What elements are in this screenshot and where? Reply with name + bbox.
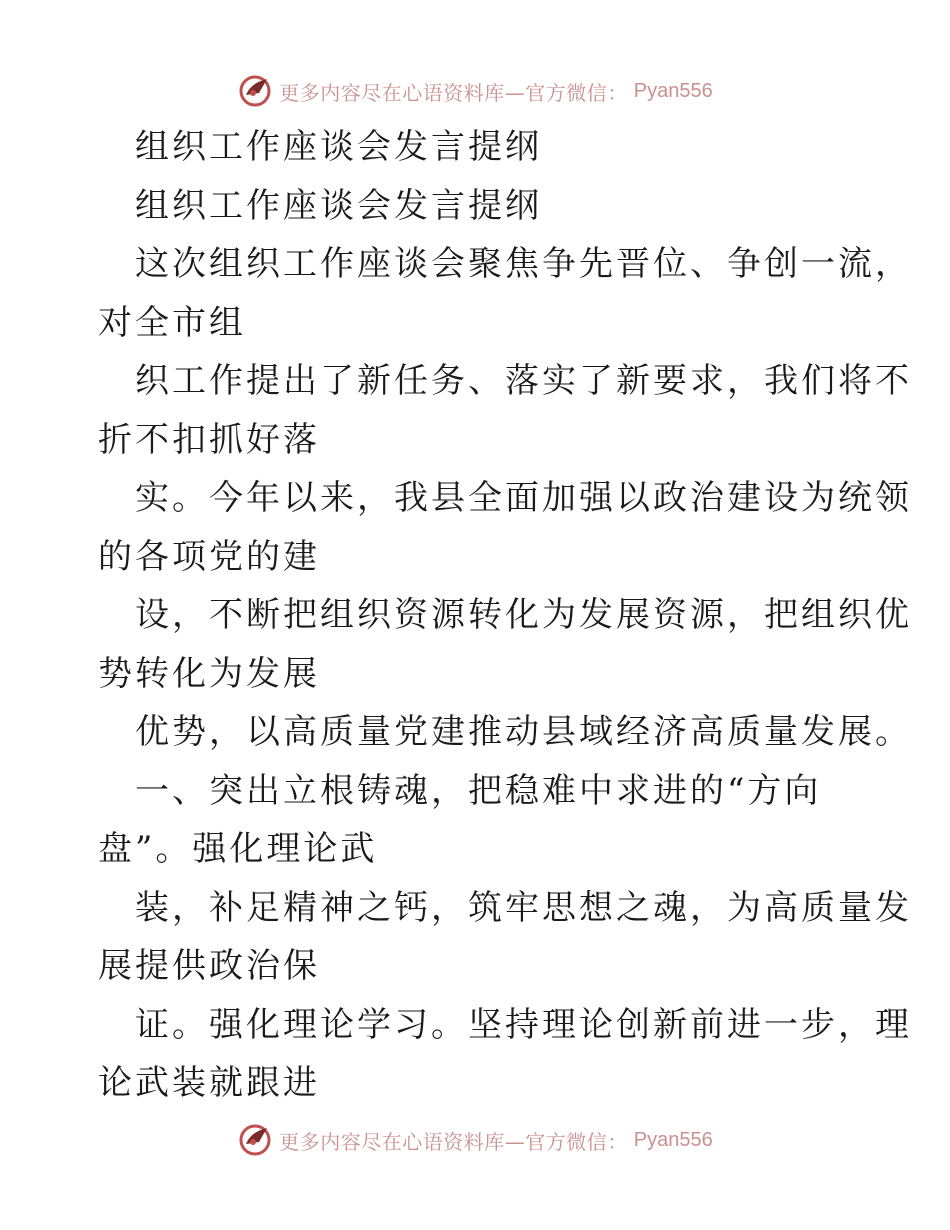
watermark-id: Pyan556 — [633, 1128, 713, 1151]
paragraph-line: 的各项党的建 — [98, 536, 320, 577]
paragraph-line: 实。今年以来，我县全面加强以政治建设为统领 — [135, 478, 912, 518]
paragraph-line: 优势，以高质量党建推动县域经济高质量发展。 — [135, 712, 912, 752]
document-body — [98, 118, 912, 1113]
doc-title: 组织工作座谈会发言提纲 — [135, 127, 542, 167]
watermark-footer — [0, 1120, 950, 1160]
paragraph-line: 展提供政治保 — [98, 946, 320, 986]
logo-icon — [237, 1122, 273, 1158]
section-heading-line: 盘”。强化理论武 — [98, 829, 378, 869]
paragraph-line: 装，补足精神之钙，筑牢思想之魂，为高质量发 — [135, 887, 912, 928]
watermark-header — [0, 71, 950, 111]
paragraph-line: 势转化为发展 — [98, 653, 320, 694]
watermark-id: Pyan556 — [633, 79, 713, 102]
doc-subtitle: 组织工作座谈会发言提纲 — [135, 185, 542, 226]
section-heading-line: 一、突出立根铸魂，把稳难中求进的“方向 — [135, 770, 822, 811]
paragraph-line: 织工作提出了新任务、落实了新要求，我们将不 — [135, 361, 912, 401]
paragraph-line: 折不扣抓好落 — [98, 419, 320, 460]
paragraph-line: 论武装就跟进 — [98, 1063, 320, 1103]
logo-icon — [237, 73, 273, 109]
watermark-text: 更多内容尽在心语资料库—官方微信： — [279, 80, 628, 105]
paragraph-line: 对全市组 — [98, 302, 246, 343]
paragraph-line: 证。强化理论学习。坚持理论创新前进一步，理 — [135, 1004, 912, 1045]
paragraph-line: 这次组织工作座谈会聚焦争先晋位、争创一流， — [135, 244, 912, 284]
paragraph-line: 设，不断把组织资源转化为发展资源，把组织优 — [135, 595, 912, 635]
watermark-text: 更多内容尽在心语资料库—官方微信： — [279, 1129, 628, 1154]
